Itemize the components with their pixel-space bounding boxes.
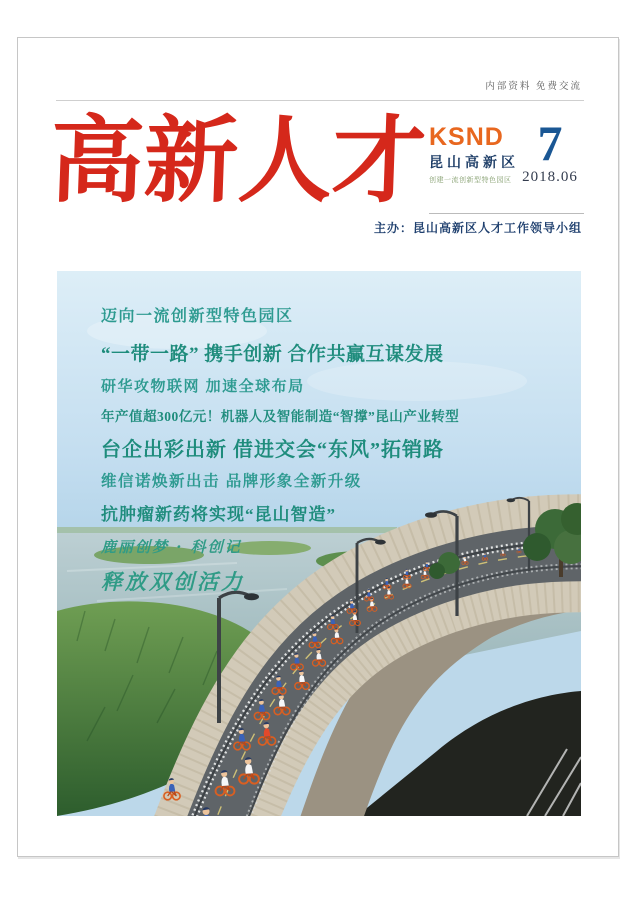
issue-date: 2018.06 [522,169,578,185]
cover-headline: 维信诺焕新出击 品牌形象全新升级 [101,473,362,490]
issue-number: 7 [537,115,563,171]
cover-headline: 研华攻物联网 加速全球布局 [101,378,305,395]
publisher-divider [429,213,584,214]
cover-headline: “一带一路” 携手创新 合作共赢互谋发展 [101,344,444,365]
cover-headline: 迈向一流创新型特色园区 [101,308,294,325]
cover-headlines [57,271,581,816]
publisher-line: 主办：昆山高新区人才工作领导小组 [373,221,582,235]
issue-block [514,115,586,186]
magazine-title: 高新人才 [48,106,429,216]
cover-headline: 抗肿瘤新药将实现“昆山智造” [101,505,336,524]
logo-tagline: 创建一流创新型特色园区 [429,177,512,184]
cover-photo [57,271,581,816]
cover-headline: 台企出彩出新 借进交会“东风”拓销路 [101,439,444,461]
logo-abbreviation: KSND [429,123,504,151]
cover-headline: 鹿丽创梦 · 科创记 [101,538,242,556]
internal-note: 内部资料 免费交流 [485,81,582,92]
magazine-cover-page [17,37,619,857]
cover-headline: 年产值超300亿元！机器人及智能制造“智撑”昆山产业转型 [101,409,460,424]
cover-headline: 释放双创活力 [101,569,245,594]
logo-name: 昆山高新区 [429,154,519,170]
